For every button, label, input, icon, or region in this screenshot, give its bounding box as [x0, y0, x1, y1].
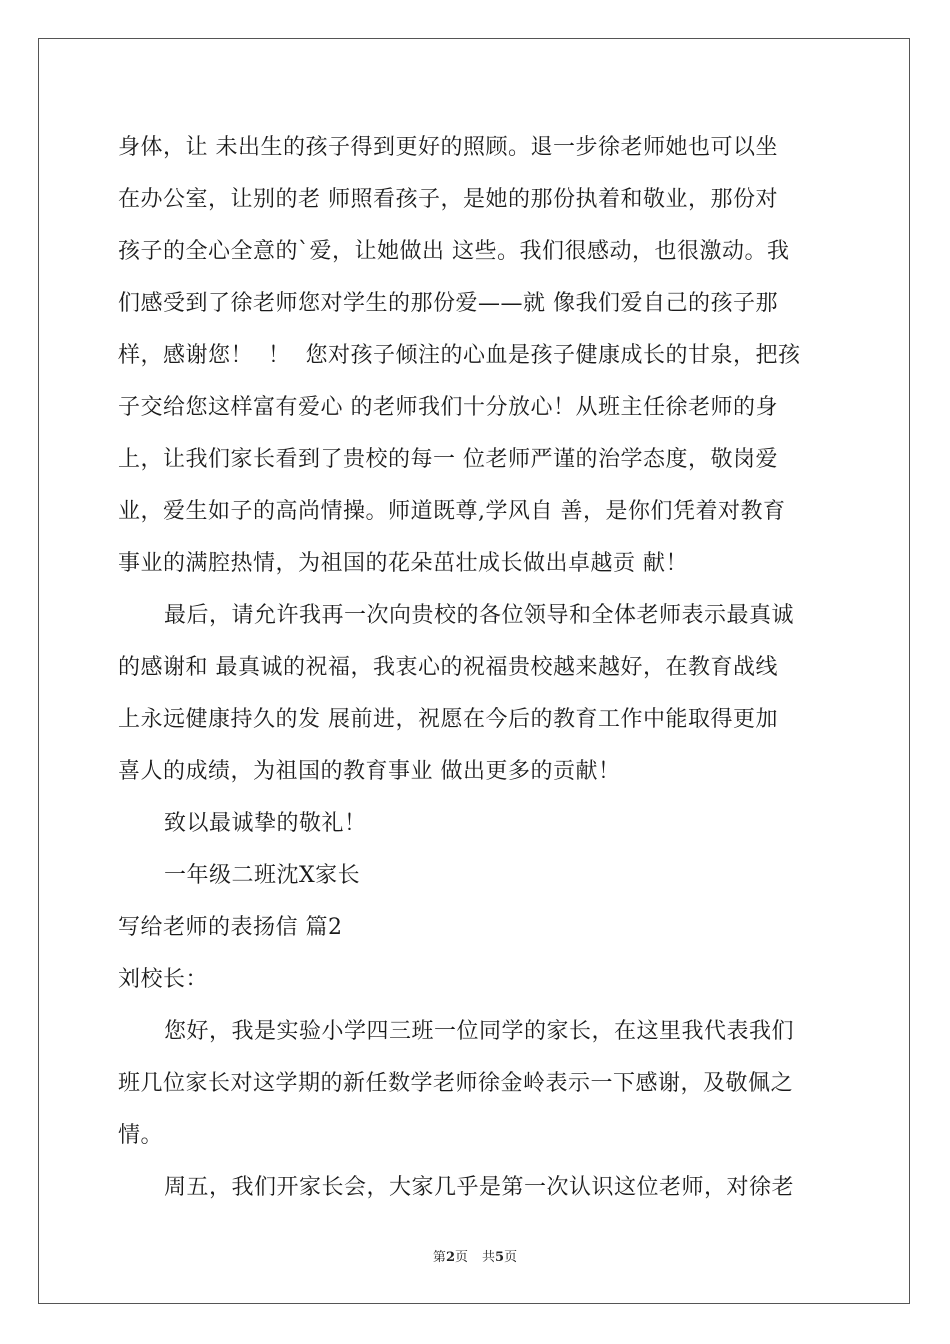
- closing-salutation: 致以最诚挚的敬礼！: [164, 811, 367, 836]
- text-line-5: 样，感谢您！ ！ 您对孩子倾注的心血是孩子健康成长的甘泉，把孩: [118, 343, 801, 368]
- page-suffix: 页: [454, 1250, 468, 1265]
- text-line-21: 周五，我们开家长会，大家几乎是第一次认识这位老师，对徐老: [164, 1175, 795, 1200]
- text-line-10: 最后，请允许我再一次向贵校的各位领导和全体老师表示最真诚: [164, 603, 795, 628]
- text-line-7: 上，让我们家长看到了贵校的每一 位老师严谨的治学态度，敬岗爱: [118, 447, 778, 472]
- text-line-11: 的感谢和 最真诚的祝福，我衷心的祝福贵校越来越好，在教育战线: [118, 655, 778, 680]
- letter-addressee: 刘校长：: [118, 967, 209, 992]
- page-current: 2: [445, 1250, 455, 1265]
- total-prefix: 共: [482, 1250, 496, 1265]
- text-line-13: 喜人的成绩，为祖国的教育事业 做出更多的贡献！: [118, 759, 621, 784]
- text-line-19: 班几位家长对这学期的新任数学老师徐金岭表示一下感谢，及敬佩之: [118, 1071, 794, 1096]
- text-line-20: 情。: [118, 1123, 164, 1148]
- section-heading: 写给老师的表扬信 篇2: [118, 915, 343, 940]
- text-line-2: 在办公室，让别的老 师照看孩子，是她的那份执着和敬业，那份对: [118, 187, 778, 212]
- page-total: 5: [495, 1250, 505, 1265]
- total-suffix: 页: [504, 1250, 518, 1265]
- text-line-12: 上永远健康持久的发 展前进，祝愿在今后的教育工作中能取得更加: [118, 707, 778, 732]
- text-line-8: 业，爱生如子的高尚情操。师道既尊,学风自 善，是你们凭着对教育: [118, 499, 786, 524]
- text-line-1: 身体，让 未出生的孩子得到更好的照顾。退一步徐老师她也可以坐: [118, 135, 778, 160]
- text-line-6: 子交给您这样富有爱心 的老师我们十分放心！从班主任徐老师的身: [118, 395, 778, 420]
- page-prefix: 第: [432, 1250, 446, 1265]
- signature-line: 一年级二班沈X家长: [164, 863, 361, 888]
- page-footer: [0, 1246, 950, 1265]
- text-line-9: 事业的满腔热情，为祖国的花朵茁壮成长做出卓越贡 献！: [118, 551, 688, 576]
- text-line-3: 孩子的全心全意的`爱，让她做出 这些。我们很感动，也很激动。我: [118, 239, 790, 264]
- text-line-4: 们感受到了徐老师您对学生的那份爱——就 像我们爱自己的孩子那: [118, 291, 778, 316]
- text-line-18: 您好，我是实验小学四三班一位同学的家长，在这里我代表我们: [164, 1019, 795, 1044]
